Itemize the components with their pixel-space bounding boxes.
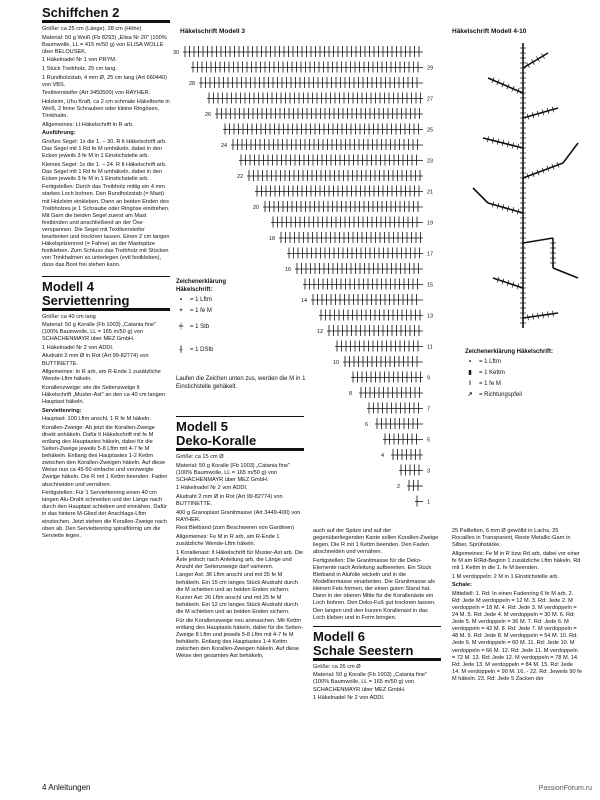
- chart-stitch-tick: [553, 311, 554, 317]
- chart-row-number: 16: [285, 267, 292, 273]
- text: Allgemeines: Fe M in R arb, am R-Ende 1 zusätzliche Wende-Lftm häkeln.: [176, 533, 280, 548]
- chart-row-number: 8: [349, 391, 353, 397]
- chart-stitch-tick: [548, 311, 549, 317]
- legend-row: ↗ = Richtungspfeil: [465, 389, 575, 400]
- chart-stitch-tick: [533, 314, 534, 320]
- chart-row-number: 18: [269, 236, 276, 242]
- heading-rule: [42, 308, 170, 311]
- chart-stitch-tick: [543, 312, 544, 318]
- divider: [42, 276, 170, 277]
- site-watermark: PassionForum.ru: [538, 785, 592, 792]
- middle-column: [176, 414, 304, 662]
- chart-row-number: 6: [365, 422, 369, 428]
- chart1-note: Laufen die Zeichen unten zus, werden die M in 1 Einstichstelle gehäkelt.: [176, 376, 306, 390]
- legend-row: I = 1 fe M: [465, 378, 575, 389]
- heading-schale-seestern: Schale Seestern: [313, 642, 414, 658]
- chart-row-number: 29: [427, 65, 434, 72]
- divider: [313, 626, 441, 627]
- chart-row-number: 3: [427, 468, 431, 475]
- chart-row-number: 17: [427, 251, 434, 258]
- dstb-icon: ╫: [178, 347, 184, 353]
- heading-serviettenring: Serviettenring: [42, 292, 130, 308]
- text: Hauptast: 100 Lftm anschl, 1 R fe M häkeln.: [42, 416, 151, 423]
- text: Material: 50 g Koralle (Fb 1003) „Catania fine" (100% Baumwolle, LL = 165 m/50 g) von SCHACHENMAYR über MEZ GmbH.: [313, 672, 427, 693]
- stb-icon: ╪: [178, 324, 184, 330]
- chart-row-number: 14: [301, 298, 308, 304]
- chart2-title: Häkelschrift Modell 4-10: [452, 28, 527, 35]
- text: Kurzer Ast: 26 Lftm anschl und mit 25 fe M behäkeln. Ein 12 cm langes Stück Aludraht durch die M schieben und an beiden Enden sichern.: [176, 595, 298, 616]
- text: Fertigstellen: Durch das Treibholz mittig ein 4 mm starkes Loch bohren. Den Rundholzstab (= Mast) mit Holzleim einkleben. Dann an beiden Enden des Treibholzes je 1 Schraube oder Ringöse eindrehen. Mit Garn die beiden Segel zuerst am Mast festbinden und anschließend an der Öse verspannen. Die Segel mit Textilversteifer bearbeiten und trocknen lassen. Einen 2 cm langen Häkelspitzenrest (= Fahne) an der Mastspitze festkleben. Zum Schluss das Treibholz mit Stücken von Trinkhalmen so unterlegen (evtl festkleben), dass das Boot frei stehen kann.: [42, 184, 170, 269]
- chain-icon: •: [179, 296, 183, 303]
- divider: [176, 416, 304, 417]
- chart-row-number: 30: [173, 50, 180, 56]
- text: Material: 50 g Koralle (Fb 1003) „Catania fine" (100% Baumwolle, LL = 165 m/50 g) von SCHACHENMAYR über MEZ GmbH.: [176, 462, 290, 483]
- legend-row: • = 1 Lftm: [465, 356, 575, 367]
- chart-row-number: 25: [427, 127, 434, 134]
- chart-row-number: 20: [253, 205, 260, 211]
- text: Aludraht 2 mm Ø in Rot (Art 99-82774) von BUTTINETTE.: [176, 493, 283, 508]
- chart-row-number: 10: [333, 360, 340, 366]
- chart-row-number: 26: [205, 112, 212, 118]
- crochet-chart-modell4-10: [448, 38, 598, 338]
- chart-row-number: 21: [427, 189, 434, 196]
- legend-row: ▮ = 1 Kettm: [465, 367, 575, 378]
- text: Fertigstellen: Die Granitmasse für die Deko-Elemente nach Anleitung aufbereiten. Ein Stück Bleiband in Alufolie wickeln und in die Modelliermasse einarbeiten. Die Granitmasse als kleinen Fels formen, der einen guten Stand hat. Dann in der oberen Mitte für die Korallenäste ein Loch bohren. Den Deko-Fuß gut trocknen lassen. Den langen und den kurzen Korallenast in das Loch kleben und in Form bringen.: [313, 557, 436, 621]
- chart-row-number: 7: [427, 406, 431, 413]
- text: 1 Rundholzstab, 4 mm Ø, 25 cm lang (Art 660440) von VBS.: [42, 74, 167, 88]
- left-column: [42, 6, 170, 541]
- heading-modell5: Modell 5: [176, 419, 229, 434]
- text: Serviettenring:: [42, 407, 82, 414]
- cross-icon: +: [179, 307, 183, 314]
- slip-stitch-icon: ▮: [468, 369, 472, 376]
- text: 1 Korallenast: lt Häkelschrift für Muster-Ast arb. Die Äste jedoch nach Anleitung arb, die Länge und Anzahl der Seitenzweige darf variieren.: [176, 549, 304, 570]
- chart1-title: Häkelschrift Modell 3: [180, 28, 246, 35]
- chart-row-number: 23: [427, 158, 434, 165]
- text: 1 Häkelnadel Nr 2 von ADDI.: [42, 344, 114, 351]
- fourth-column: [452, 528, 582, 684]
- chart-row-number: 13: [427, 313, 434, 320]
- text: Fertigstellen: Für 1 Serviettenring einen 40 cm langen Alu-Draht schneiden und der Länge nach durch den Hauptast schieben und einnähen. Dafür in das hintere M-Glied der Anschlags-Lftm einstechen. Jetzt stehen die Korallen-Zweige nach oben ab. Den Serviettenring spiralförmig um die Serviette legen.: [42, 490, 168, 539]
- text: Großes Segel: 1x die 1. – 30. R lt Häkelschrift arb. Das Segel mit 1 Rd fe M umhäkeln, dabei in den Ecken jeweils 3 fe M in 1 Einstichstelle arb.: [42, 138, 167, 159]
- legend-row: ╪ = 1 Stb: [176, 316, 251, 338]
- text: Langer Ast: 36 Lftm anschl und mit 35 fe M behäkeln. Ein 15 cm langes Stück Aludraht durch die M schieben und an beiden Enden sichern.: [176, 572, 298, 593]
- heading-rule: [42, 20, 170, 23]
- text: Material: 50 g Weiß (Fb 8293) „Elisa Nr 20" (100% Baumwolle, LL = 415 m/50 g) von ELISA WOLLE über BELOUSEK.: [42, 34, 167, 55]
- heading-modell6: Modell 6: [313, 628, 366, 644]
- text: 1 Häkelnadel Nr 2 von ADDI.: [313, 695, 385, 702]
- direction-arrow-icon: ↗: [467, 391, 473, 398]
- chain-icon: •: [468, 358, 472, 365]
- text: Rest Bleiband (zum Beschweren von Gardinen): [176, 525, 295, 532]
- text: Größe: ca 40 cm lang: [42, 313, 96, 320]
- chart-stitch-tick: [538, 313, 539, 319]
- heading-modell4: Modell 4: [42, 278, 95, 294]
- text: Größe: ca 25 cm (Länge), 28 cm (Höhe): [42, 26, 142, 32]
- text: Größe: ca 15 cm Ø: [176, 454, 224, 460]
- page-footer: 4 Anleitungen: [42, 783, 91, 792]
- chart-row-number: 24: [221, 143, 228, 149]
- text: Korallen-Zweige: Ab jetzt die Korallen-Zweige direkt anhäkeln. Dafür lt Häkelschrift mit fe M entlang des Hauptastes häkeln, dabei für die Seiten-Zweige jeweils 5-8 Lftm mit 4-7 fe M behäkeln. Entlang des Hauptastes 1-2 Kettm zwischen den Korallen-Zweigen häkeln. Auf diese Weise nun ca 45-50 einfache und verzweigte Zweige häkeln. Die R mit 1 Kettm beenden. Faden abschneiden und vernähen.: [42, 424, 168, 488]
- text: 1 M verdoppeln: 2 M in 1 Einstichstelle arb.: [452, 573, 559, 580]
- chart-row-number: 2: [397, 484, 401, 490]
- legend-title: Zeichenerklärung Häkelschrift:: [465, 349, 554, 355]
- legend-row: + = 1 fe M: [176, 305, 251, 316]
- text: 1 Häkelnadel Nr 2 von ADDI.: [176, 485, 248, 492]
- text: Ausführung:: [42, 130, 76, 137]
- single-crochet-icon: I: [469, 380, 471, 387]
- heading-deko-koralle: Deko-Koralle: [176, 433, 257, 448]
- text: Holzleim, Uhu Kraft, ca 2 cm schmale Häkelborte in Weiß, 2 feine Schrauben oder kleine Ringösen, Trinkhalm.: [42, 98, 170, 120]
- chart-row-number: 19: [427, 220, 434, 227]
- chart-row-number: 15: [427, 282, 434, 289]
- chart-row-number: 5: [427, 437, 431, 444]
- text: Größe: ca 26 cm Ø: [313, 663, 361, 670]
- chart-row-number: 27: [427, 96, 434, 103]
- text: Korallenzweige: wie die Seitenzweige lt Häkelschrift „Muster-Ast" an den ca 40 cm langen Hauptast häkeln.: [42, 384, 165, 406]
- text: Schale:: [452, 582, 472, 589]
- chart-row-number: 12: [317, 329, 324, 335]
- heading-rule: [176, 448, 304, 451]
- text: Aludraht 2 mm Ø in Rot (Art 99-82774) von BUTTINETTE.: [42, 353, 149, 367]
- text: Für die Korallenzweige neu anmaschen. Mit Kettm entlang des Hauptasts häkeln, dabei für die Seiten-Zweige 8 Lftm und jeweils 5-8 Lftm mit 4-7 fe M behäkeln. Entlang des Hauptastes 1-4 Kettm zwischen den Korallen-Zweigen häkeln. Auf diese Weise den gesamten Ast behäkeln,: [176, 617, 303, 660]
- heading-rule: [313, 658, 441, 661]
- text: 400 g Granoplast Granitmasse (Art 3449-400) von RAYHER.: [176, 509, 301, 523]
- text: Textilversteifer (Art 3450500) von RAYHER.: [42, 90, 151, 97]
- legend-row: ╫ = 1 DStb: [176, 338, 251, 362]
- chart-row-number: 11: [427, 344, 433, 351]
- text: Mitteltell: 1. Rd: In einen Fadenring 6 fe M arb. 2. Rd: Jede M verdoppeln = 12 M. 3. Rd: Jede 2. M verdoppeln = 18 M. 4. Rd: Jede 3. M verdoppeln = 24 M. 5. Rd: Jede 4. M verdoppeln = 30 M. 6. Rd: Jede 5. M verdoppeln = 36 M. 7. Rd: Jede 6. M verdoppeln = 42 M. 8. Rd: Jede 7. M verdoppeln = 48 M. 9. Rd: Jede 8. M verdoppeln = 54 M. 10. Rd: Jede 9. M verdoppeln = 60 M. 11. Rd: Jede 10. M verdoppeln = 66 M. 12. Rd: Jede 11. M verdoppeln = 72 M. 13. Rd: Jede 12. M verdoppeln = 78 M. 14. Rd: Jede 13. M verdoppeln = 84 M. 15. Rd: Jede 14. M verdoppeln = 90 M. 16. - 22. Rd: Jeweils 90 fe M häkeln. 23. Rd: Jede 5 Zacken der: [452, 590, 582, 682]
- third-column: [313, 528, 441, 704]
- chart-row-number: 22: [237, 174, 244, 180]
- text: Allgemeines: Fe M in R bzw Rd arb, dabei vor einer fe M am R/Rd-Beginn 1 zusätzliche Lftm häkeln. Rd mit 1 Kettm in die 1. fe M beenden.: [452, 550, 581, 571]
- text: 1 Stück Treibholz, 25 cm lang.: [42, 65, 117, 72]
- chart-row-number: 28: [189, 81, 196, 87]
- chart-stitch-tick: [528, 314, 529, 320]
- text: Kleines Segel: 1x die 1. – 24. R lt Häkelschrift arb. Das Segel mit 1 Rd fe M umhäkeln, dabei in den Ecken jeweils 3 fe M in 1 Einstichstelle arb.: [42, 161, 167, 182]
- chart-row-number: 9: [427, 375, 431, 382]
- text: Allgemeines: In R arb, am R-Ende 1 zusätzliche Wende-Lftm häkeln.: [42, 369, 161, 383]
- chart-row-number: 4: [381, 453, 385, 459]
- legend-title: Zeichenerklärung Häkelschrift:: [176, 279, 227, 293]
- text: Material: 50 g Koralle (Fb 1003) „Catania fine" (100% Baumwolle, LL = 165 m/50 g) von SCHACHENMAYR über MEZ GmbH.: [42, 322, 156, 343]
- text: auch auf der Spitze und auf der gegenüberliegenden Kante sollen Korallen-Zweige liegen. Die R mit 1 Kettm beenden. Den Faden abschneiden und vernähen.: [313, 528, 439, 556]
- heading-schiffchen: Schiffchen 2: [42, 5, 120, 20]
- chart2-legend: [465, 348, 575, 400]
- chart1-legend: [176, 278, 251, 362]
- legend-row: • = 1 Lftm: [176, 294, 251, 305]
- text: 1 Häkelnadel Nr 1 von PRYM.: [42, 57, 117, 64]
- chart-row-number: 1: [427, 499, 431, 506]
- text: Allgemeines: Lt Häkelschrift in R arb.: [42, 121, 134, 128]
- text: 25 Pailletten, 6 mm Ø gewölbt in Lachs, 25 Rocailles in Transparent, Reste Metallic-Garn in Silber, Sprühstärke.: [452, 528, 571, 549]
